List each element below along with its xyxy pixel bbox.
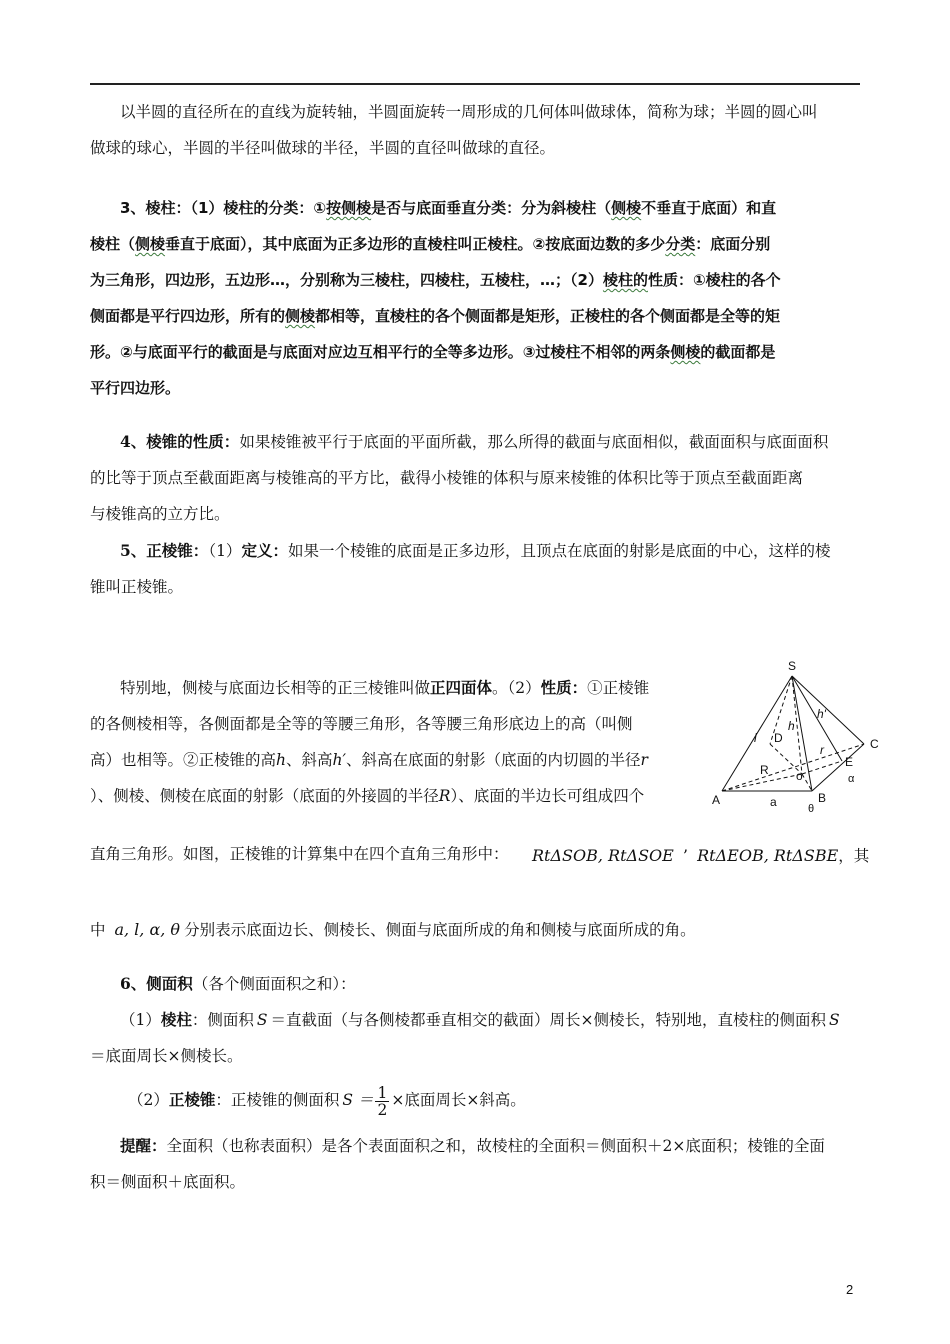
s3-text: 都相等，直棱柱的各个侧面都是矩形，正棱柱的各个侧面都是全等的矩 xyxy=(315,307,781,325)
formula-part-1: RtΔSOB, RtΔSOE xyxy=(532,846,674,865)
edge-AC-hidden xyxy=(722,744,864,791)
s4-line-3: 与棱锥高的立方比。 xyxy=(90,505,230,523)
formula-separator: ’ xyxy=(682,846,689,865)
s3-underlined-word: 侧棱 xyxy=(285,307,316,325)
label-a: a xyxy=(770,795,777,809)
edge-SC xyxy=(792,676,864,744)
s5b-line-6: 分别表示底面边长、侧棱长、侧面与底面所成的角和侧棱与底面所成的角。 xyxy=(184,921,696,939)
label-h: h xyxy=(788,719,795,733)
s6-number: 6、 xyxy=(120,974,147,993)
s3-text: （1） xyxy=(190,199,224,217)
s5-text: （1） xyxy=(208,542,242,560)
s3-text: 是否与底面垂直分类：分为斜棱柱（ xyxy=(371,199,612,217)
section-6-lateral-area xyxy=(90,966,860,1074)
s6-regular-pyramid-line xyxy=(90,1082,860,1118)
s4-line-2: 的比等于顶点至截面距离与棱锥高的平方比，截得小棱锥的体积与原来棱锥的体积比等于顶点至截面距离 xyxy=(90,469,804,487)
s6-text: ＝直截面（与各侧棱都垂直相交的截面）周长×侧棱长，特别地，直棱柱的侧面积 xyxy=(270,1011,827,1029)
s5b-text: 特别地，侧棱与底面边长相等的正三棱锥叫做 xyxy=(120,679,431,697)
s3-underlined-word: 按侧棱 xyxy=(326,199,372,217)
s5-number: 5、 xyxy=(120,541,147,560)
s3-underlined-word: 棱柱的 xyxy=(602,271,648,289)
s6-text: （2） xyxy=(128,1091,169,1109)
label-theta: θ xyxy=(808,803,815,815)
s3-classify-title: 棱柱的分类： xyxy=(223,199,314,217)
section-5-properties xyxy=(90,670,690,814)
s5-line-1: 如果一个棱锥的底面是正多边形，且顶点在底面的射影是底面的中心，这样的棱 xyxy=(287,542,831,560)
label-A: A xyxy=(712,793,721,807)
s3-text: 垂直于底面），其中底面为正多边形的直棱柱叫正棱柱。②按底面边数的多少 xyxy=(165,235,666,253)
s5b-text: ，其 xyxy=(838,847,870,865)
label-S: S xyxy=(788,659,797,673)
s3-title: 棱柱： xyxy=(145,199,191,217)
label-C: C xyxy=(870,737,879,751)
label-B: B xyxy=(818,791,827,805)
s4-title: 棱锥的性质： xyxy=(146,432,240,451)
reminder-line-1: 全面积（也称表面积）是各个表面面积之和，故棱柱的全面积＝侧面积＋2×底面积；棱锥的全面 xyxy=(166,1137,825,1155)
label-alpha: α xyxy=(848,773,855,785)
label-O: o xyxy=(796,769,803,783)
label-R: R xyxy=(760,763,769,777)
s3-text: 为三角形，四边形，五边形…，分别称为三棱柱，四棱柱，五棱柱，…；（2） xyxy=(90,271,603,289)
s3-text: ：底面分别 xyxy=(695,235,771,253)
label-l: l xyxy=(754,731,757,745)
var-S: S xyxy=(829,1011,840,1029)
header-rule xyxy=(90,83,860,85)
s3-text: 形。②与底面平行的截面是与底面对应边互相平行的全等多边形。③过棱柱不相邻的两条 xyxy=(90,343,671,361)
var-S-equals: S ＝ xyxy=(342,1091,374,1109)
s3-number: 3、 xyxy=(120,199,146,217)
reminder-title: 提醒： xyxy=(120,1136,167,1155)
s5b-text: 、斜高在底面的射影（底面的内切圆的半径 xyxy=(346,751,641,769)
reminder-paragraph xyxy=(90,1128,860,1200)
s3-text: ①棱柱的各个 xyxy=(692,271,781,289)
s6-text: ＝底面周长×侧棱长。 xyxy=(90,1047,243,1065)
sphere-line-2: 做球的球心，半圆的半径叫做球的半径，半圆的直径叫做球的直径。 xyxy=(90,139,556,157)
label-E: E xyxy=(845,755,854,769)
s3-property-title: 性质： xyxy=(647,271,693,289)
s5b-property-title: 性质： xyxy=(540,678,588,697)
section-5-regular-pyramid xyxy=(90,533,860,605)
var-r: r xyxy=(640,751,648,769)
s3-text: 侧面都是平行四边形，所有的 xyxy=(90,307,286,325)
s3-text: 棱柱（ xyxy=(90,235,136,253)
s4-number: 4、 xyxy=(120,432,147,451)
s5b-text: ）、侧棱、侧棱在底面的射影（底面的外接圆的半径 xyxy=(90,787,439,805)
s6-pyramid-title: 正棱锥 xyxy=(168,1090,216,1109)
s5b-text: 中 xyxy=(90,921,106,939)
sphere-line-1: 以半圆的直径所在的直线为旋转轴，半圆面旋转一周形成的几何体叫做球体，简称为球；半圆的圆心叫 xyxy=(120,103,818,121)
s6-text: ：侧面积 xyxy=(191,1011,254,1029)
s6-title: 侧面积 xyxy=(146,974,193,993)
s3-underlined-word: 侧棱 xyxy=(611,199,642,217)
s3-underlined-word: 侧棱 xyxy=(135,235,166,253)
right-triangle-formula xyxy=(532,844,869,866)
s6-text: ×底面周长×斜高。 xyxy=(391,1091,526,1109)
s6-prism-title: 棱柱 xyxy=(160,1010,192,1029)
s3-text: 不垂直于底面）和直 xyxy=(641,199,777,217)
s5b-text: 。（2） xyxy=(492,679,541,697)
s5-line-2: 锥叫正棱锥。 xyxy=(90,578,184,596)
var-S: S xyxy=(256,1011,268,1029)
label-r: r xyxy=(820,743,824,757)
formula-part-2: RtΔEOB, RtΔSBE xyxy=(697,846,839,865)
variables-line xyxy=(90,912,860,948)
one-half-fraction xyxy=(375,1085,389,1118)
s5b-text: ①正棱锥 xyxy=(587,679,650,697)
s5b-line-2: 的各侧棱相等，各侧面都是全等的等腰三角形，各等腰三角形底边上的高（叫侧 xyxy=(90,715,633,733)
reminder-line-2: 积＝侧面积＋底面积。 xyxy=(90,1173,246,1191)
s4-line-1: 如果棱锥被平行于底面的平面所截，那么所得的截面与底面相似，截面面积与底面面积 xyxy=(239,433,829,451)
var-R: R xyxy=(438,787,451,805)
s6-text: ：正棱锥的侧面积 xyxy=(215,1091,340,1109)
variables-a-l-alpha-theta: a, l, α, θ xyxy=(114,920,181,939)
regular-tetrahedron-term: 正四面体 xyxy=(430,678,493,697)
section-3-prism xyxy=(90,190,860,406)
regular-pyramid-figure xyxy=(712,656,890,816)
sphere-paragraph xyxy=(90,94,860,166)
var-h-prime: h′ xyxy=(332,751,347,769)
s5-title: 正棱锥： xyxy=(146,541,209,560)
s5b-text: 、斜高 xyxy=(286,751,333,769)
s3-text: 平行四边形。 xyxy=(90,379,181,397)
s3-text: 的截面都是 xyxy=(700,343,776,361)
s3-text: ① xyxy=(313,199,327,217)
s6-subtitle: （各个侧面面积之和）： xyxy=(192,975,356,993)
s3-underlined-word: 分类 xyxy=(665,235,696,253)
page-number: 2 xyxy=(846,1282,854,1297)
section-4-pyramid xyxy=(90,424,860,532)
s3-underlined-word: 侧棱 xyxy=(670,343,701,361)
var-h: h xyxy=(276,751,286,769)
s6-text: （1） xyxy=(120,1011,161,1029)
s5b-text: 高）也相等。②正棱锥的高 xyxy=(90,751,277,769)
label-h-prime: h' xyxy=(817,707,826,721)
s5b-line-5: 直角三角形。如图，正棱锥的计算集中在四个直角三角形中： xyxy=(90,845,509,863)
label-D: D xyxy=(774,731,783,745)
s5-definition-title: 定义： xyxy=(241,541,288,560)
fraction-numerator: 1 xyxy=(377,1083,388,1102)
fraction-denominator: 2 xyxy=(377,1100,388,1119)
s5b-text: ）、底面的半边长可组成四个 xyxy=(450,787,645,805)
